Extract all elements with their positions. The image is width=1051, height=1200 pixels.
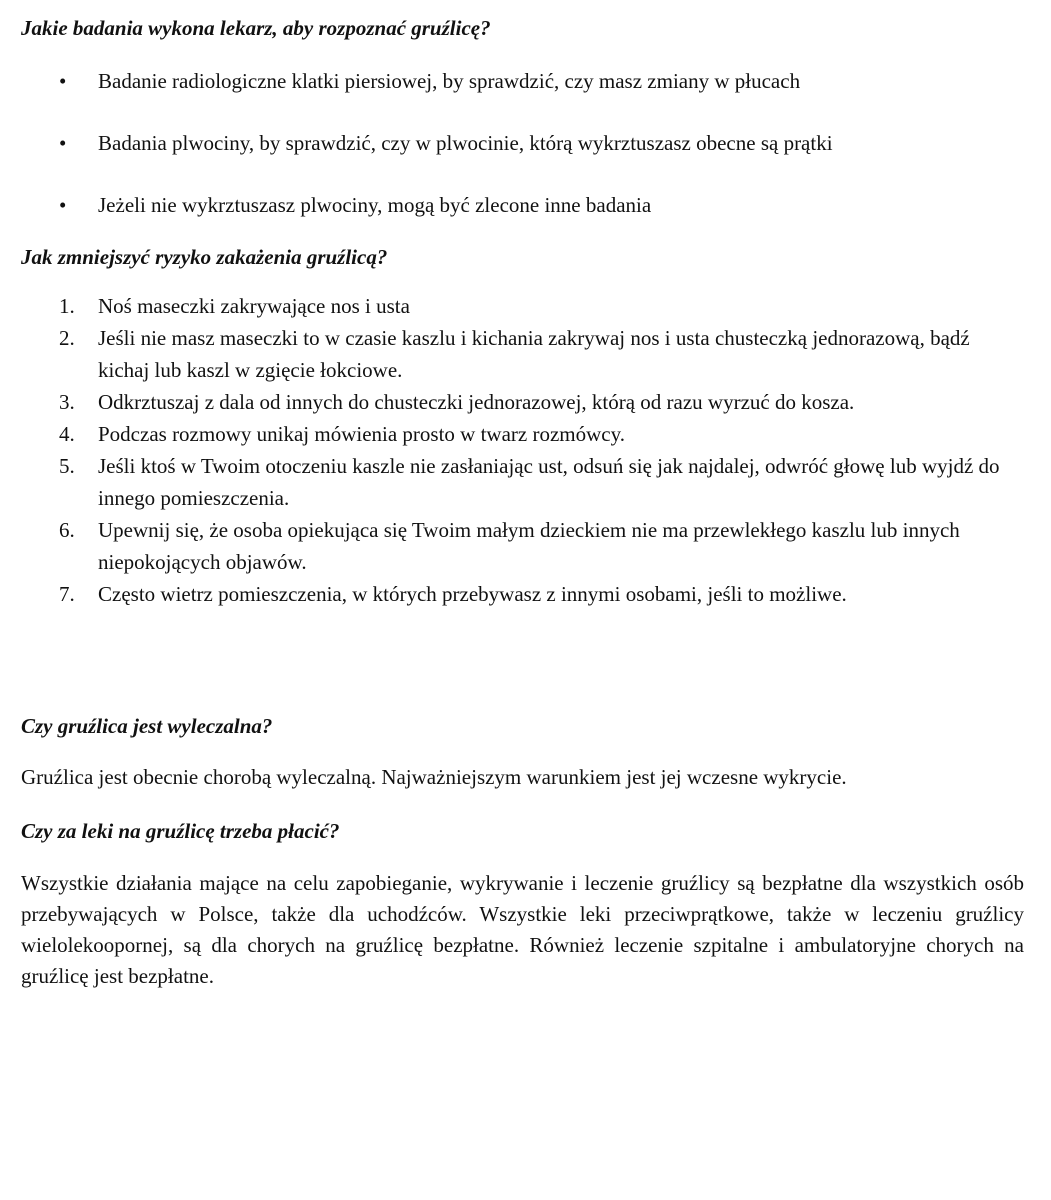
costs-paragraph: Wszystkie działania mające na celu zapobieganie, wykrywanie i leczenie gruźlicy są bezpłatne dla wszystkich osób przebywających w Polsce, także dla uchodźców. Wszystkie leki przeciwprątkowe, także w leczeniu gruźlicy wielolekoopornej, są dla chorych na gruźlicę bezpłatne. Również leczenie szpitalne i ambulatoryjne chorych na gruźlicę jest bezpłatne. bbox=[21, 871, 1024, 988]
list-item-text: Jeśli ktoś w Twoim otoczeniu kaszle nie zasłaniając ust, odsuń się jak najdalej, odwróć głowę lub wyjdź do innego pomieszczenia. bbox=[98, 454, 1000, 510]
list-item-text: Podczas rozmowy unikaj mówienia prosto w twarz rozmówcy. bbox=[98, 422, 625, 446]
list-item-number: 6. bbox=[59, 518, 75, 542]
list-item-number: 5. bbox=[59, 454, 75, 478]
diagnostics-list bbox=[21, 66, 1024, 221]
list-item-text: Odkrztuszaj z dala od innych do chusteczki jednorazowej, którą od razu wyrzuć do kosza. bbox=[98, 390, 855, 414]
heading-prevention: Jak zmniejszyć ryzyko zakażenia gruźlicą? bbox=[21, 245, 388, 269]
list-item bbox=[21, 190, 1024, 221]
bullet-icon: • bbox=[59, 193, 67, 217]
list-item-text: Jeżeli nie wykrztuszasz plwociny, mogą być zlecone inne badania bbox=[98, 193, 652, 217]
bullet-icon: • bbox=[59, 131, 67, 155]
list-item bbox=[21, 514, 1024, 578]
heading-curability: Czy gruźlica jest wyleczalna? bbox=[21, 714, 273, 738]
list-item-text: Badanie radiologiczne klatki piersiowej, by sprawdzić, czy masz zmiany w płucach bbox=[98, 69, 801, 93]
list-item-number: 1. bbox=[59, 294, 75, 318]
prevention-steps-list bbox=[21, 290, 1024, 610]
list-item bbox=[21, 578, 1024, 610]
list-item bbox=[21, 66, 1024, 97]
list-item-number: 7. bbox=[59, 582, 75, 606]
list-item bbox=[21, 450, 1024, 514]
list-item bbox=[21, 386, 1024, 418]
list-item bbox=[21, 418, 1024, 450]
list-item bbox=[21, 128, 1024, 159]
list-item-text: Badania plwociny, by sprawdzić, czy w plwocinie, którą wykrztuszasz obecne są prątki bbox=[98, 131, 833, 155]
bullet-icon: • bbox=[59, 69, 67, 93]
list-item-text: Upewnij się, że osoba opiekująca się Twoim małym dzieckiem nie ma przewlekłego kaszlu lub innych niepokojących objawów. bbox=[98, 518, 960, 574]
list-item bbox=[21, 290, 1024, 322]
list-item-text: Noś maseczki zakrywające nos i usta bbox=[98, 294, 410, 318]
list-item-number: 3. bbox=[59, 390, 75, 414]
heading-costs: Czy za leki na gruźlicę trzeba płacić? bbox=[21, 819, 340, 843]
list-item-number: 4. bbox=[59, 422, 75, 446]
list-item bbox=[21, 322, 1024, 386]
list-item-text: Jeśli nie masz maseczki to w czasie kaszlu i kichania zakrywaj nos i usta chusteczką jednorazową, bądź kichaj lub kaszl w zgięcie łokciowe. bbox=[98, 326, 970, 382]
list-item-number: 2. bbox=[59, 326, 75, 350]
heading-diagnostics: Jakie badania wykona lekarz, aby rozpoznać gruźlicę? bbox=[21, 16, 491, 40]
document-page bbox=[21, 14, 1024, 992]
curability-paragraph: Gruźlica jest obecnie chorobą wyleczalną. Najważniejszym warunkiem jest jej wczesne wykrycie. bbox=[21, 765, 847, 789]
list-item-text: Często wietrz pomieszczenia, w których przebywasz z innymi osobami, jeśli to możliwe. bbox=[98, 582, 847, 606]
